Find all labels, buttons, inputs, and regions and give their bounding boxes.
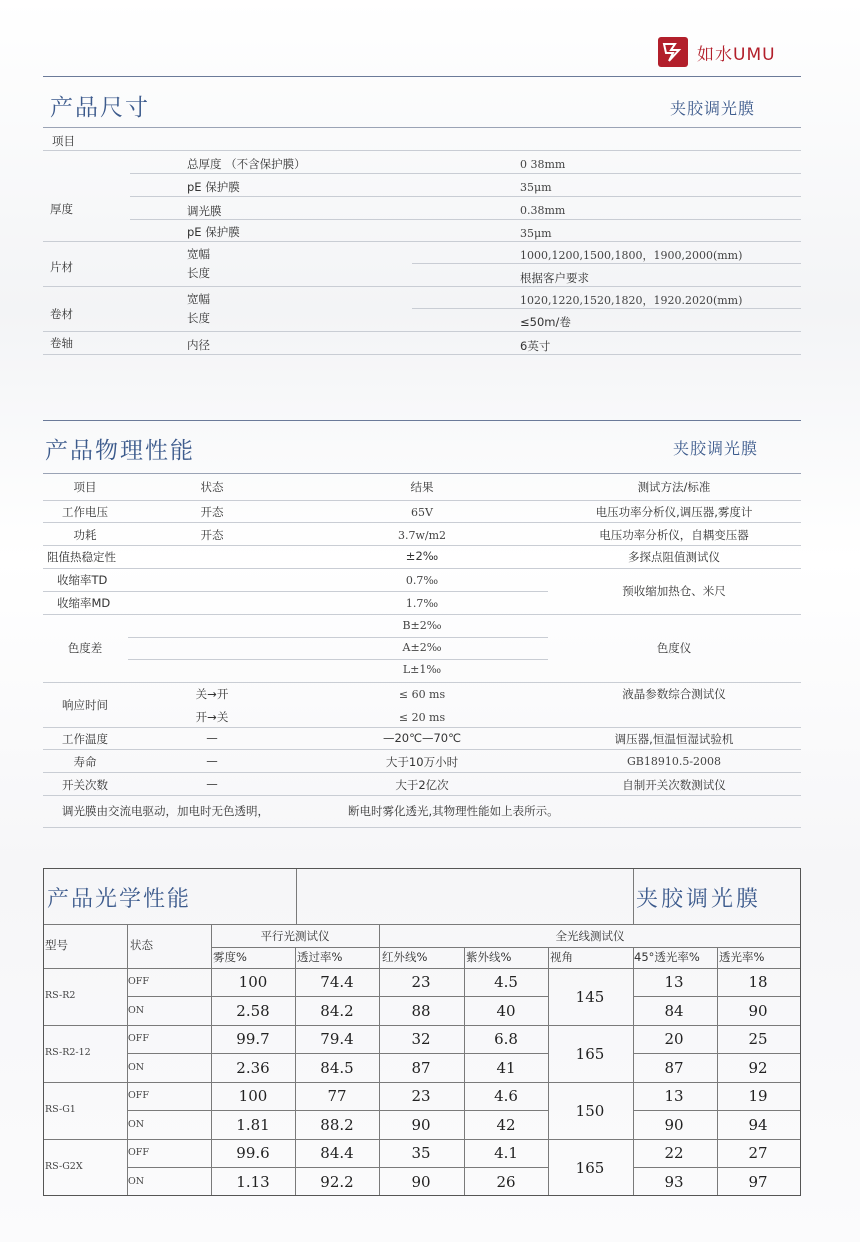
optical-value-cell: 92 <box>748 1058 768 1077</box>
optical-value-cell: 1.81 <box>236 1115 270 1134</box>
s2-chroma-result: L±1‰ <box>402 663 442 676</box>
s3-col-state: 状态 <box>130 938 153 952</box>
optical-value-cell: 94 <box>748 1115 768 1134</box>
view-angle-value: 150 <box>575 1102 605 1120</box>
view-angle-value: 165 <box>575 1045 605 1063</box>
s1-group-sheet: 片材 <box>50 260 73 274</box>
logo-mark-icon <box>658 37 688 67</box>
optical-value-cell: 88.2 <box>320 1115 354 1134</box>
s2-header-state: 状态 <box>200 480 224 494</box>
s2-row-item: 寿命 <box>73 755 97 769</box>
optical-value-cell: 90 <box>748 1001 768 1020</box>
s2-note-left: 调光膜由交流电驱动，加电时无色透明， <box>62 804 269 818</box>
s2-row-result: 1.7‰ <box>405 597 439 610</box>
section1-rule <box>43 127 801 128</box>
s1-header: 项目 <box>52 134 75 148</box>
s1-row-value: 35μm <box>520 227 552 240</box>
s2-row-item: 响应时间 <box>62 698 108 712</box>
optical-value-cell: 84.2 <box>320 1001 354 1020</box>
s2-row-item: 开关次数 <box>62 778 108 792</box>
s3-sub-transmittance: 透过率% <box>297 950 343 964</box>
s2-row-item: 功耗 <box>73 528 97 542</box>
s3-sub-infrared: 红外线% <box>382 950 428 964</box>
state-label: ON <box>128 1061 145 1073</box>
s1-roll-length-value: ≤50m/卷 <box>520 315 571 329</box>
section3-subtitle: 夹胶调光膜 <box>636 887 762 912</box>
section2-subtitle: 夹胶调光膜 <box>673 439 759 458</box>
s2-row-item: 工作温度 <box>62 732 108 746</box>
section3-title: 产品光学性能 <box>47 887 192 912</box>
optical-value-cell: 77 <box>327 1087 347 1105</box>
s1-sheet-length-label: 长度 <box>187 266 210 280</box>
optical-value-cell: 18 <box>748 973 768 991</box>
optical-value-cell: 41 <box>496 1058 516 1077</box>
model-name: RS-R2 <box>45 990 76 1001</box>
s1-group-roll: 卷材 <box>50 307 73 321</box>
s3-sub-45-transmittance: 45°透光率% <box>634 950 700 964</box>
optical-value-cell: 4.1 <box>494 1144 518 1162</box>
s1-row-value: 0 38mm <box>520 158 566 171</box>
s2-row-method: 电压功率分析仪，自耦变压器 <box>599 528 749 542</box>
optical-value-cell: 13 <box>664 973 684 991</box>
s1-row-item: pE 保护膜 <box>187 225 240 239</box>
s2-row-item: 收缩率MD <box>57 596 111 610</box>
s2-row-state: — <box>206 777 218 791</box>
state-label: OFF <box>128 1090 149 1101</box>
optical-value-cell: 99.7 <box>236 1030 270 1048</box>
optical-value-cell: 40 <box>496 1001 516 1020</box>
s1-row-value: 0.38mm <box>520 204 566 217</box>
s2-row-result: ±2‰ <box>405 549 439 563</box>
s2-row-state: — <box>206 754 218 768</box>
s2-row-result: 65V <box>411 506 433 519</box>
s2-header-method: 测试方法/标准 <box>637 480 711 494</box>
s2-row-state: — <box>206 731 218 745</box>
optical-value-cell: 87 <box>411 1058 431 1077</box>
s3-group-parallel: 平行光测试仪 <box>260 929 330 943</box>
optical-value-cell: 32 <box>411 1030 431 1048</box>
s1-row-item: 总厚度 （不含保护膜） <box>187 157 306 171</box>
view-angle-value: 165 <box>575 1159 605 1177</box>
section2-top-rule <box>43 420 801 421</box>
s1-group-core: 卷轴 <box>50 336 73 350</box>
s3-sub-angle: 视角 <box>550 950 573 964</box>
optical-value-cell: 92.2 <box>320 1172 354 1191</box>
s2-row-result: 大于10万小时 <box>385 755 459 769</box>
optical-value-cell: 99.6 <box>236 1144 270 1162</box>
state-label: ON <box>128 1004 145 1016</box>
section1-subtitle: 夹胶调光膜 <box>670 99 756 118</box>
optical-value-cell: 97 <box>748 1172 768 1191</box>
s2-row-method: 液晶参数综合测试仪 <box>622 687 726 701</box>
brand-logo <box>658 37 776 67</box>
optical-value-cell: 4.6 <box>494 1087 518 1105</box>
optical-value-cell: 2.36 <box>236 1058 270 1077</box>
view-angle-value: 145 <box>575 988 605 1006</box>
s3-sub-light-transmittance: 透光率% <box>719 950 765 964</box>
model-name: RS-G2X <box>45 1161 83 1172</box>
optical-value-cell: 35 <box>411 1144 431 1162</box>
s1-sheet-width-value: 1000,1200,1500,1800，1900,2000(mm) <box>520 249 743 262</box>
s2-chroma-result: A±2‰ <box>402 641 442 654</box>
s1-roll-width-value: 1020,1220,1520,1820，1920.2020(mm) <box>520 294 743 307</box>
s2-row-result: 3.7w/m2 <box>397 529 447 542</box>
optical-value-cell: 84 <box>664 1001 684 1020</box>
optical-value-cell: 93 <box>664 1172 684 1191</box>
model-name: RS-R2-12 <box>45 1047 91 1058</box>
optical-value-cell: 23 <box>411 1087 431 1105</box>
s3-col-model: 型号 <box>45 938 68 952</box>
s2-row-method: GB18910.5-2008 <box>626 755 722 768</box>
s1-sheet-width-label: 宽幅 <box>187 247 210 261</box>
s2-row-method: 电压功率分析仪,调压器,雾度计 <box>595 505 753 519</box>
section1-top-rule <box>43 76 801 77</box>
section2-title: 产品物理性能 <box>45 438 195 464</box>
optical-value-cell: 90 <box>411 1172 431 1191</box>
optical-value-cell: 84.4 <box>320 1144 354 1162</box>
s2-chroma-result: B±2‰ <box>402 619 442 632</box>
s3-sub-uv: 紫外线% <box>466 950 512 964</box>
s1-roll-width-label: 宽幅 <box>187 292 210 306</box>
s1-core-value: 6英寸 <box>520 339 551 353</box>
optical-value-cell: 79.4 <box>320 1030 354 1048</box>
s2-row-item: 工作电压 <box>62 505 108 519</box>
optical-value-cell: 2.58 <box>236 1001 270 1020</box>
state-label: OFF <box>128 1033 149 1044</box>
optical-value-cell: 27 <box>748 1144 768 1162</box>
optical-value-cell: 25 <box>748 1030 768 1048</box>
s2-response-result: ≤ 20 ms <box>398 711 446 724</box>
s1-row-value: 35μm <box>520 181 552 194</box>
s2-row-item: 色度差 <box>67 641 103 655</box>
s3-sub-haze: 雾度% <box>213 950 247 964</box>
state-label: OFF <box>128 976 149 987</box>
optical-value-cell: 42 <box>496 1115 516 1134</box>
s2-row-result: —20℃—70℃ <box>382 731 462 745</box>
s3-group-full: 全光线测试仪 <box>555 929 625 943</box>
s2-header-item: 项目 <box>73 480 97 494</box>
optical-value-cell: 26 <box>496 1172 516 1191</box>
s2-header-result: 结果 <box>410 480 434 494</box>
optical-value-cell: 23 <box>411 973 431 991</box>
optical-value-cell: 87 <box>664 1058 684 1077</box>
optical-value-cell: 100 <box>238 1087 268 1105</box>
s1-row-item: pE 保护膜 <box>187 180 240 194</box>
brand-name: 如水UMU <box>697 44 776 65</box>
state-label: ON <box>128 1175 145 1187</box>
s2-row-method: 多探点阻值测试仪 <box>628 550 720 564</box>
model-name: RS-G1 <box>45 1104 76 1115</box>
s2-row-state: 开态 <box>200 505 224 519</box>
optical-value-cell: 13 <box>664 1087 684 1105</box>
s2-row-item: 收缩率TD <box>57 573 108 587</box>
s2-note-right: 断电时雾化透光,其物理性能如上表所示。 <box>348 804 559 818</box>
state-label: ON <box>128 1118 145 1130</box>
s2-response-result: ≤ 60 ms <box>398 688 446 701</box>
s2-response-state: 开→关 <box>195 710 229 724</box>
optical-value-cell: 74.4 <box>320 973 354 991</box>
section1-title: 产品尺寸 <box>50 95 150 121</box>
s2-row-state: 开态 <box>200 528 224 542</box>
optical-value-cell: 22 <box>664 1144 684 1162</box>
optical-value-cell: 88 <box>411 1001 431 1020</box>
s2-row-method: 预收缩加热仓、米尺 <box>622 584 726 598</box>
optical-value-cell: 84.5 <box>320 1058 354 1077</box>
s2-row-method: 自制开关次数测试仪 <box>622 778 726 792</box>
s1-core-item: 内径 <box>187 338 210 352</box>
s2-response-state: 关→开 <box>195 687 229 701</box>
s2-row-method: 色度仪 <box>656 641 692 655</box>
s2-row-method: 调压器,恒温恒湿试验机 <box>614 732 734 746</box>
s2-row-result: 0.7‰ <box>405 574 439 587</box>
s1-roll-length-label: 长度 <box>187 311 210 325</box>
s2-row-item: 阻值热稳定性 <box>47 550 116 564</box>
s2-row-result: 大于2亿次 <box>395 778 449 792</box>
s1-row-item: 调光膜 <box>187 204 222 218</box>
s1-group-thickness: 厚度 <box>50 202 73 216</box>
optical-value-cell: 4.5 <box>494 973 518 991</box>
optical-value-cell: 90 <box>411 1115 431 1134</box>
optical-value-cell: 19 <box>748 1087 768 1105</box>
optical-value-cell: 20 <box>664 1030 684 1048</box>
s1-sheet-length-value: 根据客户要求 <box>520 271 589 285</box>
optical-value-cell: 90 <box>664 1115 684 1134</box>
optical-value-cell: 6.8 <box>494 1030 518 1048</box>
optical-value-cell: 1.13 <box>236 1172 270 1191</box>
state-label: OFF <box>128 1147 149 1158</box>
optical-value-cell: 100 <box>238 973 268 991</box>
